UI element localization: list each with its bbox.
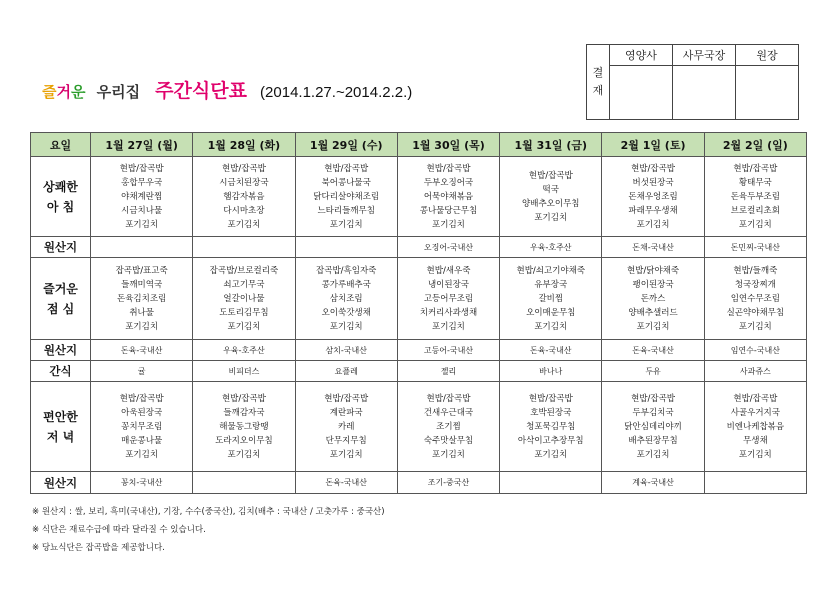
- approval-sign-cell: [736, 66, 799, 120]
- day-header: 2월 2일 (일): [704, 133, 806, 157]
- menu-cell: 잡곡밥/흑임자죽 콩가루배추국 삼치조림 오이쑥갓생채 포기김치: [295, 258, 397, 340]
- origin-label: 원산지: [31, 340, 91, 361]
- origin-cell: 삼치-국내산: [295, 340, 397, 361]
- snack-cell: 바나나: [500, 361, 602, 382]
- origin-cell: [91, 237, 193, 258]
- snack-cell: 요플레: [295, 361, 397, 382]
- origin-cell: [193, 472, 295, 494]
- origin-cell: 꽁치-국내산: [91, 472, 193, 494]
- origin-cell: 오징어-국내산: [397, 237, 499, 258]
- origin-cell: 돈육-국내산: [91, 340, 193, 361]
- lunch-label: 즐거운 점 심: [31, 258, 91, 340]
- menu-cell: 현밥/잡곡밥 사골우거지국 비엔나케찹볶음 무생채 포기김치: [704, 382, 806, 472]
- day-header: 2월 1일 (토): [602, 133, 704, 157]
- origin-cell: 계육-국내산: [602, 472, 704, 494]
- origin-cell: 조기-중국산: [397, 472, 499, 494]
- breakfast-row: [31, 157, 807, 237]
- menu-cell: 현밥/잡곡밥 두부오징어국 어묵야채볶음 콩나물당근무침 포기김치: [397, 157, 499, 237]
- title-fun: 즐거운: [42, 83, 86, 101]
- dinner-origin-row: [31, 472, 807, 494]
- snack-row: [31, 361, 807, 382]
- origin-label: 원산지: [31, 472, 91, 494]
- menu-cell: 잡곡밥/표고죽 들깨미역국 돈육김치조림 취나물 포기김치: [91, 258, 193, 340]
- approval-role: 사무국장: [673, 45, 736, 66]
- origin-cell: 돈육-국내산: [602, 340, 704, 361]
- approval-label: 결 재: [587, 45, 610, 120]
- footnotes: [32, 503, 385, 557]
- menu-cell: 현밥/잡곡밥 호박된장국 청포묵김무침 아삭이고추장무침 포기김치: [500, 382, 602, 472]
- dinner-label: 편안한 저 녁: [31, 382, 91, 472]
- origin-cell: 우육-호주산: [500, 237, 602, 258]
- day-header: 1월 31일 (금): [500, 133, 602, 157]
- dinner-row: [31, 382, 807, 472]
- title-our-house: 우리집: [96, 83, 141, 101]
- origin-cell: [500, 472, 602, 494]
- lunch-origin-row: [31, 340, 807, 361]
- header-corner: 요일: [31, 133, 91, 157]
- snack-cell: 사과쥬스: [704, 361, 806, 382]
- origin-cell: [295, 237, 397, 258]
- approval-role: 영양사: [610, 45, 673, 66]
- menu-cell: 현밥/잡곡밥 건새우근대국 조기찜 숙주맛살무침 포기김치: [397, 382, 499, 472]
- lunch-row: [31, 258, 807, 340]
- origin-cell: 돈채-국내산: [602, 237, 704, 258]
- title-period: (2014.1.27.~2014.2.2.): [260, 84, 413, 101]
- snack-cell: 귤: [91, 361, 193, 382]
- snack-cell: 비피더스: [193, 361, 295, 382]
- weekly-menu-table: [30, 132, 807, 494]
- origin-cell: [704, 472, 806, 494]
- day-header: 1월 29일 (수): [295, 133, 397, 157]
- menu-cell: 잡곡밥/브로컬리죽 쇠고기무국 얼갈이나물 도토리김무침 포기김치: [193, 258, 295, 340]
- origin-cell: 우육-호주산: [193, 340, 295, 361]
- footnote: ※ 당뇨식단은 잡곡밥을 제공합니다.: [32, 543, 165, 553]
- footnote: ※ 식단은 재료수급에 따라 달라질 수 있습니다.: [32, 525, 206, 535]
- footnote: ※ 원산지 : 쌀, 보리, 흑미(국내산), 기장, 수수(중국산), 김치(배추 : 국내산 / 고춧가루 : 중국산): [32, 507, 385, 517]
- origin-cell: [193, 237, 295, 258]
- approval-box: [586, 44, 799, 120]
- menu-cell: 현밥/잡곡밥 버섯된장국 돈채우엉조림 파래무우생채 포기김치: [602, 157, 704, 237]
- origin-cell: 고등어-국내산: [397, 340, 499, 361]
- menu-cell: 현밥/잡곡밥 떡국 양배추오이무침 포기김치: [500, 157, 602, 237]
- breakfast-label: 상쾌한 아 침: [31, 157, 91, 237]
- menu-cell: 현밥/잡곡밥 북어콩나물국 닭다리살야채조림 느타리들깨무침 포기김치: [295, 157, 397, 237]
- day-header: 1월 27일 (월): [91, 133, 193, 157]
- menu-cell: 현밥/잡곡밥 들깨감자국 해물동그랑땡 도라지오이무침 포기김치: [193, 382, 295, 472]
- page-title: [42, 76, 412, 103]
- origin-cell: 임연수-국내산: [704, 340, 806, 361]
- day-header: 1월 28일 (화): [193, 133, 295, 157]
- menu-cell: 현밥/새우죽 냉이된장국 고등어무조림 치커리사과생채 포기김치: [397, 258, 499, 340]
- menu-cell: 현밥/잡곡밥 시금치된장국 햄감자볶음 다시마초장 포기김치: [193, 157, 295, 237]
- title-weekly-menu: 주간식단표: [155, 80, 247, 102]
- menu-cell: 현밥/닭야채죽 팽이된장국 돈까스 양배추샐러드 포기김치: [602, 258, 704, 340]
- snack-cell: 두유: [602, 361, 704, 382]
- menu-cell: 현밥/잡곡밥 계란파국 카레 단무지무침 포기김치: [295, 382, 397, 472]
- day-header: 1월 30일 (목): [397, 133, 499, 157]
- approval-role: 원장: [736, 45, 799, 66]
- menu-cell: 현밥/쇠고기야채죽 유부장국 갈비찜 오이매운무침 포기김치: [500, 258, 602, 340]
- menu-cell: 현밥/잡곡밥 황태무국 돈육두부조림 브로컬리초회 포기김치: [704, 157, 806, 237]
- snack-cell: 젤리: [397, 361, 499, 382]
- approval-sign-cell: [673, 66, 736, 120]
- snack-label: 간식: [31, 361, 91, 382]
- menu-cell: 현밥/잡곡밥 아욱된장국 꽁치무조림 매운콩나물 포기김치: [91, 382, 193, 472]
- origin-cell: 돈육-국내산: [500, 340, 602, 361]
- origin-label: 원산지: [31, 237, 91, 258]
- origin-cell: 돈육-국내산: [295, 472, 397, 494]
- breakfast-origin-row: [31, 237, 807, 258]
- day-header-row: [31, 133, 807, 157]
- menu-cell: 현밥/잡곡밥 두부김치국 닭안심데리야끼 배추된장무침 포기김치: [602, 382, 704, 472]
- menu-cell: 현밥/들깨죽 청국장찌개 임연수무조림 실곤약야채무침 포기김치: [704, 258, 806, 340]
- origin-cell: 돈민찌-국내산: [704, 237, 806, 258]
- approval-sign-cell: [610, 66, 673, 120]
- menu-cell: 현밥/잡곡밥 홍합무우국 야채계란찜 시금치나물 포기김치: [91, 157, 193, 237]
